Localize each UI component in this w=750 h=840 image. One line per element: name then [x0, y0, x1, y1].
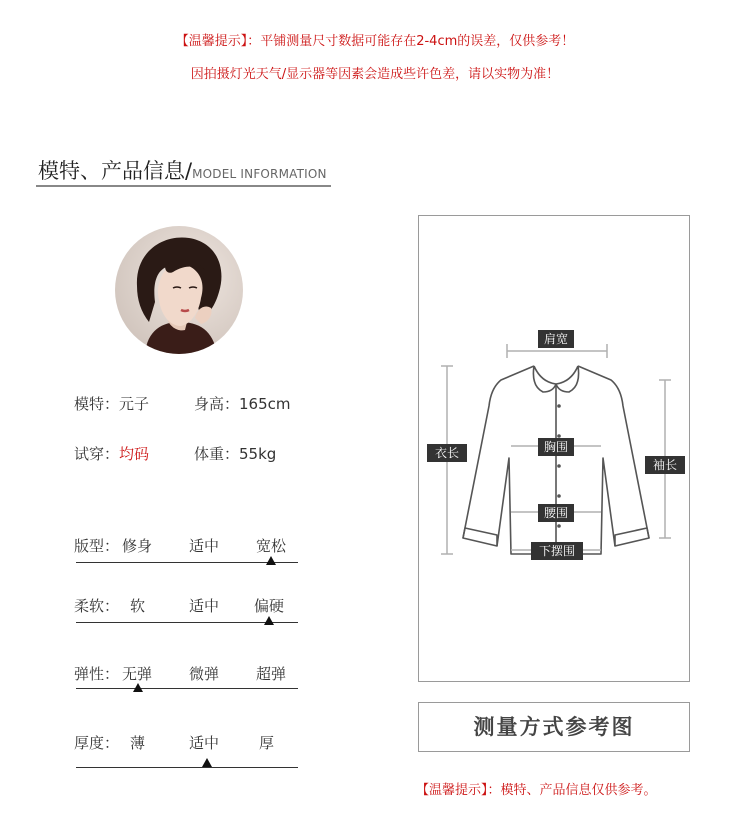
- shirt-cuff-right: [615, 528, 649, 546]
- thickness-scale-marker: [202, 758, 212, 767]
- model-weight-label: 体重：: [194, 445, 240, 463]
- chest-label: 胸围: [543, 440, 569, 454]
- sleeve-label: 袖长: [652, 458, 678, 472]
- section-title: [38, 155, 327, 185]
- model-height-label: 身高：: [194, 395, 240, 413]
- model-name-label: 模特：: [74, 395, 120, 413]
- elasticity-option-high: 超弹: [256, 665, 287, 683]
- softness-option-medium: 适中: [189, 597, 220, 615]
- fit-option-medium: 适中: [189, 537, 220, 555]
- softness-scale-label: 柔软：: [74, 597, 120, 615]
- model-size-value: 均码: [119, 445, 150, 463]
- model-weight-value: 55kg: [239, 445, 277, 463]
- footer-note: 【温馨提示】：模特、产品信息仅供参考。: [416, 783, 657, 798]
- model-avatar: [115, 226, 243, 354]
- softness-scale-marker: [264, 616, 274, 625]
- fit-option-slim: 修身: [122, 537, 153, 555]
- shirt-collar-line: [534, 366, 578, 384]
- length-label: 衣长: [434, 446, 460, 460]
- model-avatar-illustration: [115, 226, 243, 354]
- model-height-value: 165cm: [239, 395, 291, 413]
- shoulder-label: 肩宽: [543, 332, 569, 346]
- shirt-cuff-left: [463, 528, 497, 546]
- elasticity-scale-marker: [133, 683, 143, 692]
- elasticity-scale-label: 弹性：: [74, 665, 120, 683]
- thickness-option-medium: 适中: [189, 734, 220, 752]
- section-subtitle: MODEL INFORMATION: [192, 167, 327, 181]
- model-name-row: [74, 393, 149, 414]
- elasticity-scale-line: [76, 688, 298, 689]
- model-name-value: 元子: [119, 395, 150, 413]
- model-size-row: [74, 443, 149, 464]
- model-size-label: 试穿：: [74, 445, 120, 463]
- hem-label: 下摆围: [538, 544, 576, 558]
- thickness-scale-label: 厚度：: [74, 734, 120, 752]
- softness-option-firm: 偏硬: [254, 597, 285, 615]
- notice-line-2: 因拍摄灯光天气/显示器等因素会造成些许色差，请以实物为准！: [190, 67, 560, 82]
- fit-scale-marker: [266, 556, 276, 565]
- thickness-option-thin: 薄: [130, 734, 146, 752]
- fit-scale-label: 版型：: [74, 537, 120, 555]
- section-title-text: 模特、产品信息/: [38, 159, 193, 183]
- fit-scale-line: [76, 562, 298, 563]
- notice-line-1: 【温馨提示】：平铺测量尺寸数据可能存在2-4cm的误差，仅供参考！: [175, 34, 575, 49]
- model-height-row: [194, 393, 291, 414]
- section-underline: [36, 185, 331, 187]
- fit-option-loose: 宽松: [256, 537, 287, 555]
- softness-option-soft: 软: [130, 597, 146, 615]
- elasticity-option-none: 无弹: [122, 665, 153, 683]
- measurement-caption: 测量方式参考图: [418, 702, 690, 752]
- shirt-diagram: [419, 216, 689, 681]
- thickness-option-thick: 厚: [259, 734, 275, 752]
- measurement-diagram: [418, 215, 690, 682]
- thickness-scale-line: [76, 767, 298, 768]
- waist-label: 腰围: [543, 506, 569, 520]
- model-weight-row: [194, 443, 276, 464]
- elasticity-option-slight: 微弹: [189, 665, 220, 683]
